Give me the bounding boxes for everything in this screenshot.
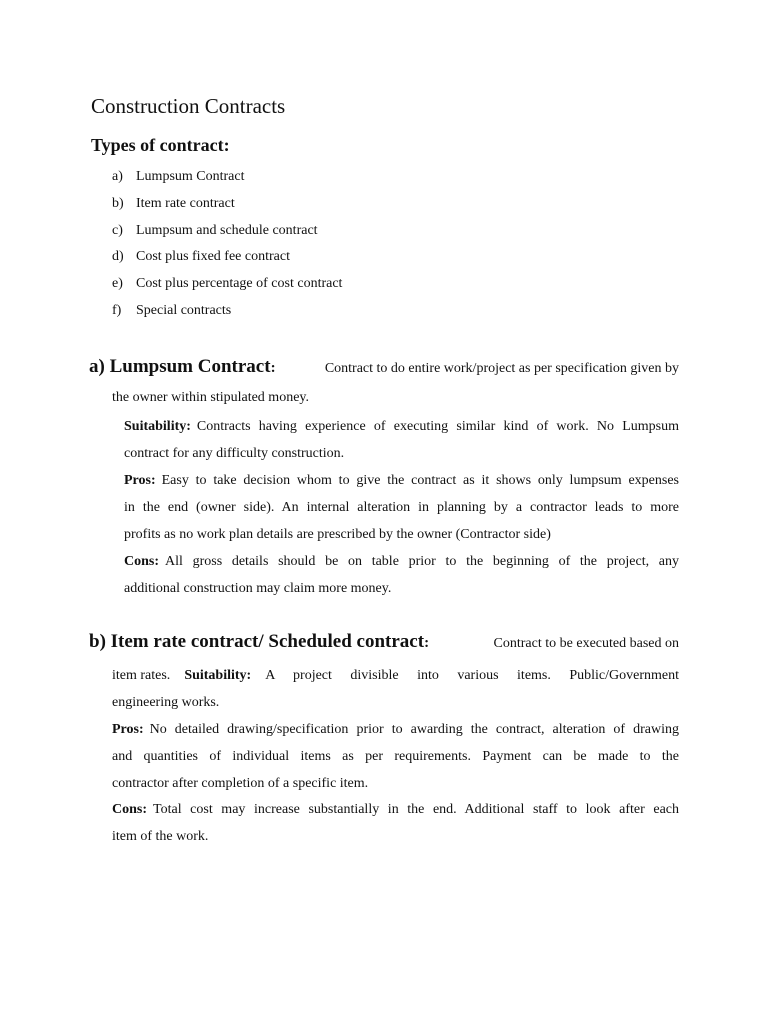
section-heading-text: Lumpsum Contract [109, 356, 271, 377]
suitability-text-cont: engineering works. [112, 695, 220, 710]
list-marker: f) [112, 302, 122, 318]
list-item-text: Lumpsum Contract [136, 169, 245, 184]
list-item-text: Special contracts [136, 302, 232, 318]
pros-paragraph [112, 719, 679, 800]
list-item-text: Cost plus fixed fee contract [136, 249, 290, 265]
pros-text-cont: and quantities of individual items as per requirements. Payment can be made to the [112, 749, 679, 764]
section-lumpsum-contract [89, 356, 679, 596]
pros-text-cont: in the end (owner side). An internal alteration in planning by a contractor leads to more [124, 500, 679, 515]
suitability-text-cont: contract for any difficulty construction. [124, 446, 345, 461]
section-heading-text: Item rate contract/ Scheduled contract [110, 631, 425, 652]
document-title: Construction Contracts [91, 94, 286, 118]
section-item-rate-contract [89, 631, 679, 844]
suitability-label: Suitability: [184, 668, 252, 683]
cons-text-cont: additional construction may claim more money. [124, 581, 392, 596]
section-marker: b) [89, 631, 106, 652]
section-heading-line [89, 356, 679, 384]
section-description: Contract to do entire work/project as per specification given by [324, 361, 679, 376]
list-marker: b) [112, 195, 124, 211]
cons-label: Cons: [124, 554, 160, 569]
section-heading-line [89, 631, 679, 659]
contract-types-list [112, 166, 342, 327]
cons-label: Cons: [112, 802, 148, 817]
pros-text-cont: contractor after completion of a specific item. [112, 776, 369, 791]
list-marker: d) [112, 249, 124, 265]
list-item [112, 220, 342, 247]
suitability-text: Contracts having experience of executing similar kind of work. No Lumpsum [196, 419, 679, 434]
section-heading-colon: : [424, 635, 430, 651]
list-item [112, 166, 342, 193]
section-heading-colon: : [270, 360, 276, 376]
pros-label: Pros: [124, 473, 156, 488]
list-item [112, 300, 342, 327]
list-item [112, 193, 342, 220]
section-description: Contract to be executed based on [493, 636, 679, 651]
pros-text: No detailed drawing/specification prior to awarding the contract, alteration of drawing [149, 722, 679, 737]
list-item-text: Cost plus percentage of cost contract [136, 276, 343, 292]
list-marker: a) [112, 169, 123, 184]
types-heading: Types of contract: [91, 135, 230, 155]
section-marker: a) [89, 356, 105, 377]
pros-label: Pros: [112, 722, 144, 737]
section-heading [89, 631, 429, 653]
cons-paragraph [124, 551, 679, 605]
list-marker: c) [112, 222, 123, 238]
suitability-paragraph [124, 416, 679, 470]
cons-text-cont: item of the work. [112, 829, 209, 844]
list-item [112, 246, 342, 273]
list-marker: e) [112, 276, 123, 292]
suitability-text: A project divisible into various items. Public/Government [265, 668, 679, 683]
pros-text-cont: profits as no work plan details are prescribed by the owner (Contractor side) [124, 527, 551, 542]
suitability-label: Suitability: [124, 419, 191, 434]
pros-text: Easy to take decision whom to give the contract as it shows only lumpsum expenses [161, 473, 679, 488]
cons-paragraph [112, 799, 679, 853]
section-description-cont: item rates. [112, 668, 171, 683]
list-item-text: Lumpsum and schedule contract [136, 222, 318, 238]
section-heading [89, 356, 276, 378]
list-item-text: Item rate contract [136, 195, 235, 211]
cons-text: Total cost may increase substantially in the end. Additional staff to look after each [153, 802, 679, 817]
section-description-cont: the owner within stipulated money. [112, 390, 309, 405]
list-item [112, 273, 342, 300]
cons-text: All gross details should be on table prior to the beginning of the project, any [165, 554, 679, 569]
pros-paragraph [124, 470, 679, 551]
